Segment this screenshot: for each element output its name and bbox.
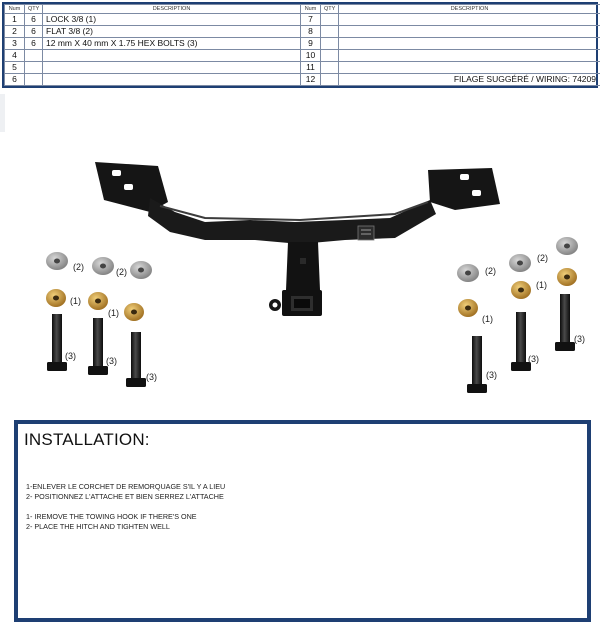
- row-description: [339, 62, 600, 74]
- header-qty-left: QTY: [25, 5, 43, 14]
- step-fr-1: 1-ENLEVER LE CORCHET DE REMORQUAGE S'IL Y A LIEU: [26, 482, 226, 491]
- table-row: [5, 26, 600, 38]
- hex-bolt: [467, 336, 487, 393]
- row-num: 5: [5, 62, 25, 74]
- row-qty: [321, 26, 339, 38]
- row-qty: 6: [25, 38, 43, 50]
- callout-bolt: (3): [528, 354, 539, 364]
- table-row: [5, 50, 600, 62]
- row-qty: [321, 38, 339, 50]
- row-num: 4: [5, 50, 25, 62]
- hex-bolt: [555, 294, 575, 351]
- callout-bolt: (3): [146, 372, 157, 382]
- callout-bolt: (3): [486, 370, 497, 380]
- step-en-1: 1- IREMOVE THE TOWING HOOK IF THERE'S ONE: [26, 512, 197, 521]
- wiring-note: FILAGE SUGGÉRÉ / WIRING: 74209: [339, 74, 600, 86]
- callout-flat: (2): [485, 266, 496, 276]
- callout-flat: (2): [537, 253, 548, 263]
- left-hardware: [46, 252, 157, 387]
- callout-flat: (2): [73, 262, 84, 272]
- row-qty: 6: [25, 26, 43, 38]
- table-row: [5, 14, 600, 26]
- parts-table-header: [5, 5, 600, 14]
- row-num: 9: [301, 38, 321, 50]
- callout-lock: (1): [536, 280, 547, 290]
- row-description: 12 mm X 40 mm X 1.75 HEX BOLTS (3): [43, 38, 301, 50]
- callout-bolt: (3): [574, 334, 585, 344]
- row-description: [339, 38, 600, 50]
- header-num-right: Num: [301, 5, 321, 14]
- row-num: 8: [301, 26, 321, 38]
- row-qty: 6: [25, 14, 43, 26]
- row-num: 1: [5, 14, 25, 26]
- row-num: 11: [301, 62, 321, 74]
- row-num: 6: [5, 74, 25, 86]
- table-row: [5, 74, 600, 86]
- installation-title: INSTALLATION:: [24, 430, 150, 449]
- row-description: LOCK 3/8 (1): [43, 14, 301, 26]
- row-description: [339, 14, 600, 26]
- trailer-hitch: [95, 162, 500, 316]
- parts-table: [2, 2, 598, 88]
- row-num: 3: [5, 38, 25, 50]
- header-description-right: DESCRIPTION: [339, 5, 600, 14]
- hex-bolt: [126, 332, 146, 387]
- step-spacer: [26, 502, 225, 512]
- row-num: 12: [301, 74, 321, 86]
- callout-lock: (1): [482, 314, 493, 324]
- row-qty: [25, 50, 43, 62]
- installation-box: [14, 420, 591, 622]
- table-row: [5, 62, 600, 74]
- header-num-left: Num: [5, 5, 25, 14]
- row-qty: [321, 50, 339, 62]
- installation-steps: [26, 482, 225, 532]
- right-hardware: [457, 237, 585, 393]
- row-description: [43, 50, 301, 62]
- step-en-2: 2- PLACE THE HITCH AND TIGHTEN WELL: [26, 522, 170, 531]
- edge-mark: [0, 94, 5, 132]
- step-fr-2: 2- POSITIONNEZ L'ATTACHE ET BIEN SERREZ L'ATTACHE: [26, 492, 224, 501]
- hitch-hardware-illustration: [0, 140, 600, 410]
- callout-bolt: (3): [106, 356, 117, 366]
- row-description: [339, 50, 600, 62]
- row-qty: [321, 74, 339, 86]
- row-description: [43, 62, 301, 74]
- callout-flat: (2): [116, 267, 127, 277]
- header-qty-right: QTY: [321, 5, 339, 14]
- table-row: [5, 38, 600, 50]
- row-qty: [25, 62, 43, 74]
- row-qty: [25, 74, 43, 86]
- row-num: 2: [5, 26, 25, 38]
- callout-bolt: (3): [65, 351, 76, 361]
- row-qty: [321, 14, 339, 26]
- row-qty: [321, 62, 339, 74]
- row-description: [43, 74, 301, 86]
- hex-bolt: [88, 318, 108, 375]
- row-num: 7: [301, 14, 321, 26]
- header-description-left: DESCRIPTION: [43, 5, 301, 14]
- row-num: 10: [301, 50, 321, 62]
- row-description: FLAT 3/8 (2): [43, 26, 301, 38]
- callout-lock: (1): [108, 308, 119, 318]
- hex-bolt: [47, 314, 67, 371]
- row-description: [339, 26, 600, 38]
- callout-lock: (1): [70, 296, 81, 306]
